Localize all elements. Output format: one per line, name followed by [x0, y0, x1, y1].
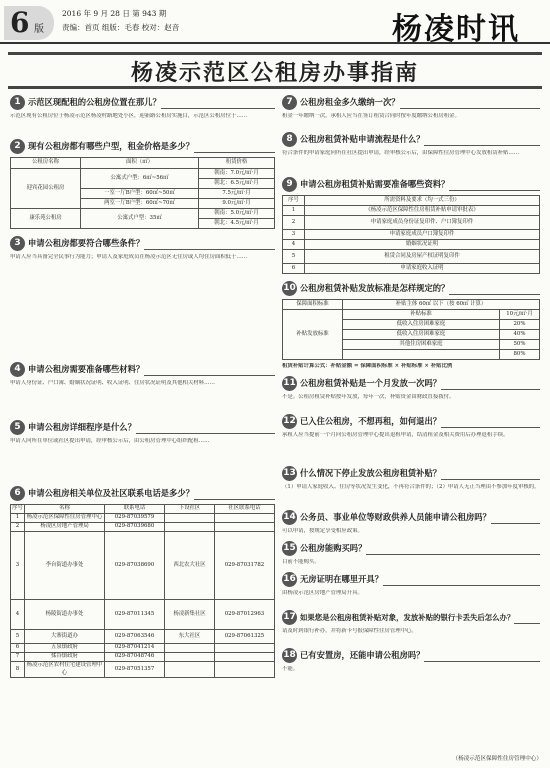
table-cell: 低收入住房困难家庭 — [343, 320, 500, 330]
section-10-header — [282, 280, 540, 296]
table-cell: 029-87038690 — [105, 532, 165, 600]
section-title: 现有公租房都有哪些户型，租金价格是多少？ — [28, 141, 194, 151]
table-cell: 朝北：6.5元/㎡·月 — [199, 179, 275, 189]
table-cell: 5 — [283, 250, 305, 264]
section-8-header — [282, 131, 540, 147]
section-1-header — [10, 94, 275, 110]
table-row — [11, 514, 275, 523]
section-number: 2 — [10, 139, 25, 154]
section-rule — [400, 95, 540, 109]
table-cell: 申请家庭收入证明 — [305, 264, 540, 274]
section-rule — [194, 486, 275, 500]
section-number: 4 — [10, 362, 25, 377]
table-cell: 申请家庭成员户口簿复印件 — [305, 230, 540, 240]
table-cell: 029-87011345 — [105, 600, 165, 630]
table-cell: 029-87061325 — [214, 630, 274, 644]
table-cell: 租赁合同及房屋产权证明复印件 — [305, 250, 540, 264]
table-cell: 一室一厅B户型：60㎡~50㎡ — [81, 189, 199, 199]
section-11-header — [282, 375, 540, 391]
table-cell: 029-87051357 — [105, 662, 165, 678]
table-header-row — [11, 158, 275, 169]
section-title: 申请公租房需要准备哪些材料？ — [28, 364, 145, 374]
table-cell: 029-87048746 — [105, 653, 165, 662]
table-row — [11, 653, 275, 662]
table-cell: 公寓式户型：6㎡~56㎡ — [81, 169, 199, 189]
table-cell: 朝北：4.5元/㎡·月 — [199, 219, 275, 229]
table-cell — [165, 644, 215, 653]
table-cell: 杨陵街道办事处 — [25, 600, 105, 630]
table-row — [283, 300, 540, 310]
section-1-text: 示范区现有公租房位于杨凌示范区杨凌村路地处小区，迎新路公租房实施目，示范区公租房位于…… — [10, 113, 248, 119]
section-7-header — [282, 94, 540, 110]
subsidy-formula: 租赁补贴计算公式：补贴金额 = 保障面积标准 × 补贴标准 × 补贴比例 — [282, 363, 453, 369]
section-number: 7 — [282, 95, 297, 110]
table-cell — [214, 653, 274, 662]
table-header: 联系电话 — [105, 505, 165, 514]
table-cell: 补贴主体 60㎡ 以下（按 60㎡ 计算） — [343, 300, 540, 310]
section-number: 15 — [282, 541, 297, 556]
table-cell: 五泉镇政府 — [25, 644, 105, 653]
section-number: 6 — [10, 486, 25, 501]
section-rule — [161, 95, 275, 109]
table-cell: 朝南：5.0元/㎡·月 — [199, 209, 275, 219]
section-number: 16 — [282, 572, 297, 587]
table-cell: 迎宾花园公租房 — [11, 169, 81, 209]
section-rule — [491, 510, 540, 524]
table-row — [283, 216, 540, 230]
table-cell: 申请家庭成员身份证复印件、户口簿复印件 — [305, 216, 540, 230]
table-cell: 029-87063546 — [105, 630, 165, 644]
table-cell: 揉谷镇政府 — [25, 653, 105, 662]
table-row — [11, 209, 275, 219]
table-cell: 其他住房困难家庭 — [343, 340, 500, 350]
section-13-text: （1）申请人家庭收入、住房等状况发生变化，不再符合条件的；（2）申请人无正当理由不参加年度审核的。 — [282, 484, 540, 490]
section-7-text: 租金一年缴纳一次，承租人应当在签订租赁合同时按年度缴纳公租房租金。 — [282, 113, 460, 119]
section-title: 申请公租房详细程序是什么？ — [28, 422, 136, 432]
section-number: 10 — [282, 281, 297, 296]
table-cell: 婚姻状况证明 — [305, 240, 540, 250]
materials-table — [282, 195, 540, 274]
table-cell — [165, 523, 215, 532]
table-cell: 4 — [11, 600, 25, 630]
section-rule — [366, 541, 540, 555]
section-title: 已入住公租房，不想再租，如何退出？ — [300, 416, 442, 426]
right-column — [282, 94, 540, 675]
table-cell: 2 — [283, 216, 305, 230]
table-cell: 李台街道办事处 — [25, 532, 105, 600]
section-15-text: 目前不能购买。 — [282, 559, 320, 565]
table-cell: 9.0元/㎡·月 — [199, 199, 275, 209]
table-row — [11, 169, 275, 179]
section-16-text: 由杨凌示范区房地产管理局开具。 — [282, 590, 363, 596]
page-suffix: 版 — [34, 24, 44, 35]
section-rule — [441, 376, 540, 390]
table-row — [11, 662, 275, 678]
table-cell: 西北农大社区 — [165, 532, 215, 600]
left-column — [10, 94, 275, 678]
table-cell: 7.5元/㎡·月 — [199, 189, 275, 199]
section-rule — [441, 466, 540, 480]
section-2-header — [10, 138, 275, 154]
table-row — [283, 310, 540, 320]
section-number: 9 — [282, 177, 297, 192]
section-title: 申请公租房都要符合哪些条件？ — [28, 238, 145, 248]
table-row — [283, 206, 540, 216]
table-cell: 50% — [500, 340, 540, 350]
section-rule — [144, 236, 275, 250]
table-row — [11, 600, 275, 630]
title-rule-bottom — [8, 86, 542, 89]
table-cell: 公寓式户型：35㎡ — [81, 209, 199, 229]
table-row — [11, 644, 275, 653]
contact-table — [10, 504, 275, 678]
main-title: 杨凌示范区公租房办事指南 — [130, 61, 419, 86]
table-row — [11, 523, 275, 532]
section-rule — [383, 572, 540, 586]
section-9-header — [282, 176, 540, 192]
table-cell — [165, 514, 215, 523]
table-cell: 10元/㎡·月 — [500, 310, 540, 320]
table-cell: 3 — [11, 532, 25, 600]
table-cell: 杨凌新集社区 — [165, 600, 215, 630]
section-17-text: 请及时到银行补办，并将新卡号报保障性住房管理中心。 — [282, 628, 417, 634]
table-cell: 029-87039680 — [105, 523, 165, 532]
table-cell — [343, 350, 500, 360]
section-number: 1 — [10, 95, 25, 110]
table-cell: 东大社区 — [165, 630, 215, 644]
section-rule — [424, 648, 540, 662]
section-16-header — [282, 571, 540, 587]
table-header: 公租房名称 — [11, 158, 81, 169]
table-cell: 康乐苑公租房 — [11, 209, 81, 229]
section-title: 公租房租赁补贴发放标准是怎样规定的？ — [300, 283, 450, 293]
section-number: 8 — [282, 132, 297, 147]
table-cell: 8 — [11, 662, 25, 678]
masthead: 杨凌时讯 — [392, 12, 520, 47]
editors-line: 责编：首页 组版：毛春 校对：赵音 — [62, 23, 180, 32]
section-title: 申请公租房租赁补贴需要准备哪些资料？ — [300, 179, 450, 189]
table-cell — [165, 653, 215, 662]
page-number: 6 — [10, 6, 30, 39]
section-number: 12 — [282, 414, 297, 429]
table-cell: 7 — [11, 653, 25, 662]
section-11-text: 不是。公租房租赁补贴按年发放，每年一次，补贴资金由财政直接拨付。 — [282, 394, 455, 400]
table-header-row — [283, 196, 540, 206]
section-12-header — [282, 413, 540, 429]
table-cell: 40% — [500, 330, 540, 340]
table-cell: 杨凌示范区农村住宅建设管理中心 — [25, 662, 105, 678]
table-cell: 杨凌区房地产管理局 — [25, 523, 105, 532]
table-header-row — [11, 505, 275, 514]
table-header: 序号 — [283, 196, 305, 206]
section-title: 示范区现配租的公租房位置在那儿？ — [28, 97, 161, 107]
section-title: 公租房租赁补贴是一个月发放一次吗？ — [300, 378, 442, 388]
section-number: 18 — [282, 648, 297, 663]
table-cell: 2 — [11, 523, 25, 532]
table-header: 面积（㎡） — [81, 158, 199, 169]
page-number-tab — [4, 6, 54, 40]
section-4-text: 申请人身份证、户口簿、婚姻状况证明、收入证明、住房状况证明及其他相关材料…… — [10, 380, 215, 386]
section-rule — [144, 362, 275, 376]
table-cell: 补贴标准 — [343, 310, 500, 320]
table-cell: 20% — [500, 320, 540, 330]
section-8-text: 符合条件的申请家庭向所在社区提出申请，经审核公示后，由保障性住房管理中心发放租赁补贴…… — [282, 150, 520, 156]
section-number: 3 — [10, 236, 25, 251]
table-cell: 6 — [11, 644, 25, 653]
table-header: 租赁价格 — [199, 158, 275, 169]
table-cell: 4 — [283, 240, 305, 250]
page-header — [0, 0, 550, 47]
section-number: 14 — [282, 510, 297, 525]
table-header: 所需资料及要求（均一式三份） — [305, 196, 540, 206]
title-rule-top — [8, 52, 542, 55]
section-14-header — [282, 509, 540, 525]
table-cell: 低收入住房困难家庭 — [343, 330, 500, 340]
section-number: 11 — [282, 376, 297, 391]
section-title: 公租房租赁补贴申请流程是什么？ — [300, 134, 425, 144]
section-title: 无房证明在哪里开具？ — [300, 574, 383, 584]
section-rule — [194, 139, 275, 153]
section-15-header — [282, 540, 540, 556]
table-cell: 杨凌示范区保障性住房管理中心 — [25, 514, 105, 523]
section-number: 5 — [10, 420, 25, 435]
table-cell: 保障面积标准 — [283, 300, 343, 310]
table-cell: 5 — [11, 630, 25, 644]
section-title: 已有安置房，还能申请公租房吗？ — [300, 650, 425, 660]
table-cell: 80% — [500, 350, 540, 360]
section-5-header — [10, 419, 275, 435]
section-rule — [424, 132, 540, 146]
table-cell: 1 — [283, 206, 305, 216]
section-rule — [449, 177, 540, 191]
section-title: 公租房能购买吗？ — [300, 543, 367, 553]
section-number: 17 — [282, 610, 297, 625]
table-cell: 6 — [283, 264, 305, 274]
section-4-header — [10, 361, 275, 377]
table-cell: 029-87039579 — [105, 514, 165, 523]
table-cell — [165, 662, 215, 678]
table-header: 下设社区 — [165, 505, 215, 514]
section-title: 什么情况下停止发放公租房租赁补贴？ — [300, 468, 442, 478]
table-row — [11, 532, 275, 600]
table-cell: 补贴发放标准 — [283, 310, 343, 360]
table-cell: 029-87012963 — [214, 600, 274, 630]
section-5-text: 申请人向所在单位或社区提出申请，经审核公示后，由公租房管理中心组织配租…… — [10, 438, 210, 444]
table-row — [283, 230, 540, 240]
footer-credit: （杨凌示范区保障性住房管理中心） — [452, 756, 542, 762]
section-12-text: 承租人应当提前一个月向公租房管理中心提出退租申请，结清租金及相关费用后办理退租手续。 — [282, 432, 509, 438]
issue-date: 2016 年 9 月 28 日 第 943 期 — [62, 9, 167, 18]
table-row — [283, 264, 540, 274]
table-row — [11, 630, 275, 644]
section-18-text: 不能。 — [282, 666, 299, 672]
section-title: 如果您是公租房租赁补贴对象，发放补贴的银行卡丢失后怎么办？ — [300, 612, 515, 622]
section-6-header — [10, 485, 275, 501]
section-14-text: 可以申请，按规定享受相应政策。 — [282, 528, 363, 534]
table-cell: 029-87041214 — [105, 644, 165, 653]
section-rule — [441, 414, 540, 428]
subsidy-standard-table — [282, 299, 540, 360]
section-title: 公租房租金多久缴纳一次？ — [300, 97, 400, 107]
table-cell — [214, 662, 274, 678]
section-13-header — [282, 465, 540, 481]
table-cell: 朝南：7.0元/㎡·月 — [199, 169, 275, 179]
table-cell: 《杨凌示范区保障性住房租赁补贴申请审批表》 — [305, 206, 540, 216]
table-cell — [214, 644, 274, 653]
table-cell: 大寨街道办 — [25, 630, 105, 644]
table-header: 序号 — [11, 505, 25, 514]
table-header: 社区联系电话 — [214, 505, 274, 514]
table-cell: 两室一厅B户型：60㎡~70㎡ — [81, 199, 199, 209]
section-rule — [514, 610, 540, 624]
section-3-text: 申请人应当具备完全民事行为能力；申请人及家庭成员在杨凌示范区无住房或人均住房面积低于…… — [10, 254, 248, 260]
table-cell — [214, 514, 274, 523]
section-title: 申请公租房相关单位及社区联系电话是多少？ — [28, 488, 194, 498]
section-17-header — [282, 609, 540, 625]
table-header: 名称 — [25, 505, 105, 514]
section-rule — [449, 281, 540, 295]
section-number: 13 — [282, 466, 297, 481]
rent-price-table — [10, 157, 275, 229]
table-cell: 1 — [11, 514, 25, 523]
table-row — [283, 250, 540, 264]
section-18-header — [282, 647, 540, 663]
table-row — [283, 240, 540, 250]
section-rule — [136, 420, 275, 434]
section-title: 公务员、事业单位等财政供养人员能申请公租房吗？ — [300, 512, 491, 522]
table-cell: 3 — [283, 230, 305, 240]
section-3-header — [10, 235, 275, 251]
table-cell: 029-87031782 — [214, 532, 274, 600]
table-cell — [214, 523, 274, 532]
